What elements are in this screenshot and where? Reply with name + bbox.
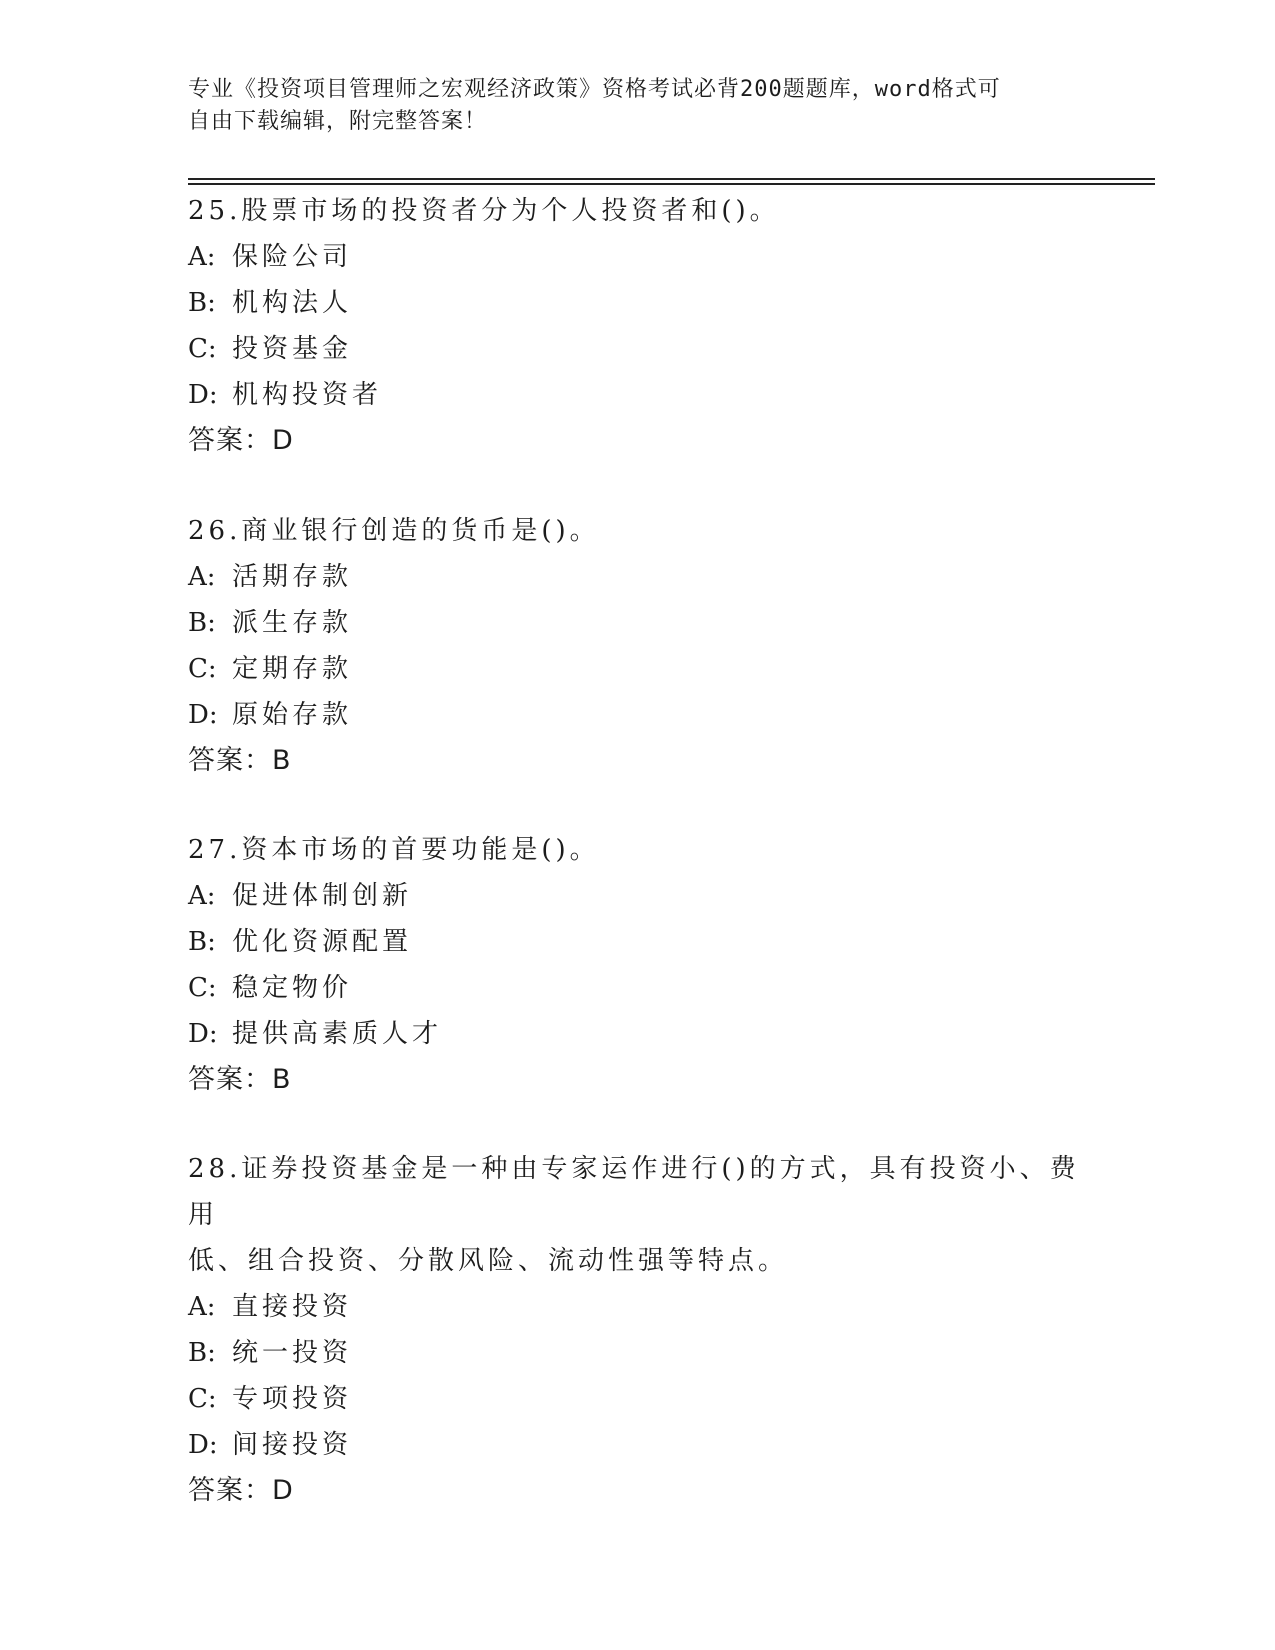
header-divider-bottom [188, 183, 1155, 185]
option-text: 优化资源配置 [232, 927, 413, 957]
option-text: 定期存款 [232, 654, 353, 684]
option-text: 保险公司 [232, 242, 353, 272]
option-key: C: [188, 973, 217, 1003]
question-27 [188, 827, 1088, 1103]
question-26 [188, 508, 1088, 784]
answer-line: 答案：D [188, 1475, 294, 1506]
option-text: 提供高素质人才 [232, 1019, 443, 1049]
question-28 [188, 1146, 1088, 1514]
option-text: 派生存款 [232, 608, 353, 638]
option-key: B: [188, 288, 216, 318]
option-key: D: [188, 700, 218, 730]
question-stem-line-2: 低、组合投资、分散风险、流动性强等特点。 [188, 1246, 789, 1276]
option-text: 稳定物价 [232, 973, 353, 1003]
option-text: 专项投资 [232, 1384, 353, 1414]
option-a [188, 554, 1088, 600]
header-divider-top [188, 178, 1155, 180]
option-key: B: [188, 608, 216, 638]
option-c [188, 646, 1088, 692]
option-key: D: [188, 380, 218, 410]
option-key: C: [188, 1384, 217, 1414]
option-key: C: [188, 334, 217, 364]
answer-line: 答案：D [188, 425, 294, 456]
option-c [188, 326, 1088, 372]
question-stem: 26.商业银行创造的货币是()。 [188, 516, 600, 546]
option-text: 间接投资 [232, 1430, 353, 1460]
question-stem: 27.资本市场的首要功能是()。 [188, 835, 600, 865]
option-d [188, 372, 1088, 418]
option-a [188, 1284, 1088, 1330]
option-b [188, 280, 1088, 326]
option-b [188, 1330, 1088, 1376]
option-text: 促进体制创新 [232, 881, 413, 911]
option-key: B: [188, 927, 216, 957]
option-d [188, 1011, 1088, 1057]
option-key: D: [188, 1019, 218, 1049]
option-text: 机构法人 [232, 288, 353, 318]
option-key: A: [188, 881, 216, 911]
option-key: A: [188, 242, 216, 272]
option-d [188, 692, 1088, 738]
question-stem: 25.股票市场的投资者分为个人投资者和()。 [188, 196, 780, 226]
option-c [188, 965, 1088, 1011]
option-key: D: [188, 1430, 218, 1460]
option-key: A: [188, 562, 216, 592]
document-header [188, 74, 1088, 138]
option-text: 投资基金 [232, 334, 353, 364]
option-b [188, 919, 1088, 965]
option-text: 原始存款 [232, 700, 353, 730]
option-text: 直接投资 [232, 1292, 353, 1322]
option-key: A: [188, 1292, 216, 1322]
answer-line: 答案：B [188, 1064, 292, 1095]
option-text: 统一投资 [232, 1338, 353, 1368]
option-d [188, 1422, 1088, 1468]
option-a [188, 873, 1088, 919]
option-c [188, 1376, 1088, 1422]
option-a [188, 234, 1088, 280]
option-text: 机构投资者 [232, 380, 383, 410]
option-b [188, 600, 1088, 646]
question-stem-line-1: 28.证券投资基金是一种由专家运作进行()的方式，具有投资小、费用 [188, 1154, 1080, 1230]
header-line-1: 专业《投资项目管理师之宏观经济政策》资格考试必背200题题库，word格式可 [188, 77, 1001, 102]
header-line-2: 自由下载编辑，附完整答案！ [188, 109, 488, 134]
question-25 [188, 188, 1088, 464]
option-text: 活期存款 [232, 562, 353, 592]
option-key: B: [188, 1338, 216, 1368]
option-key: C: [188, 654, 217, 684]
answer-line: 答案：B [188, 745, 292, 776]
